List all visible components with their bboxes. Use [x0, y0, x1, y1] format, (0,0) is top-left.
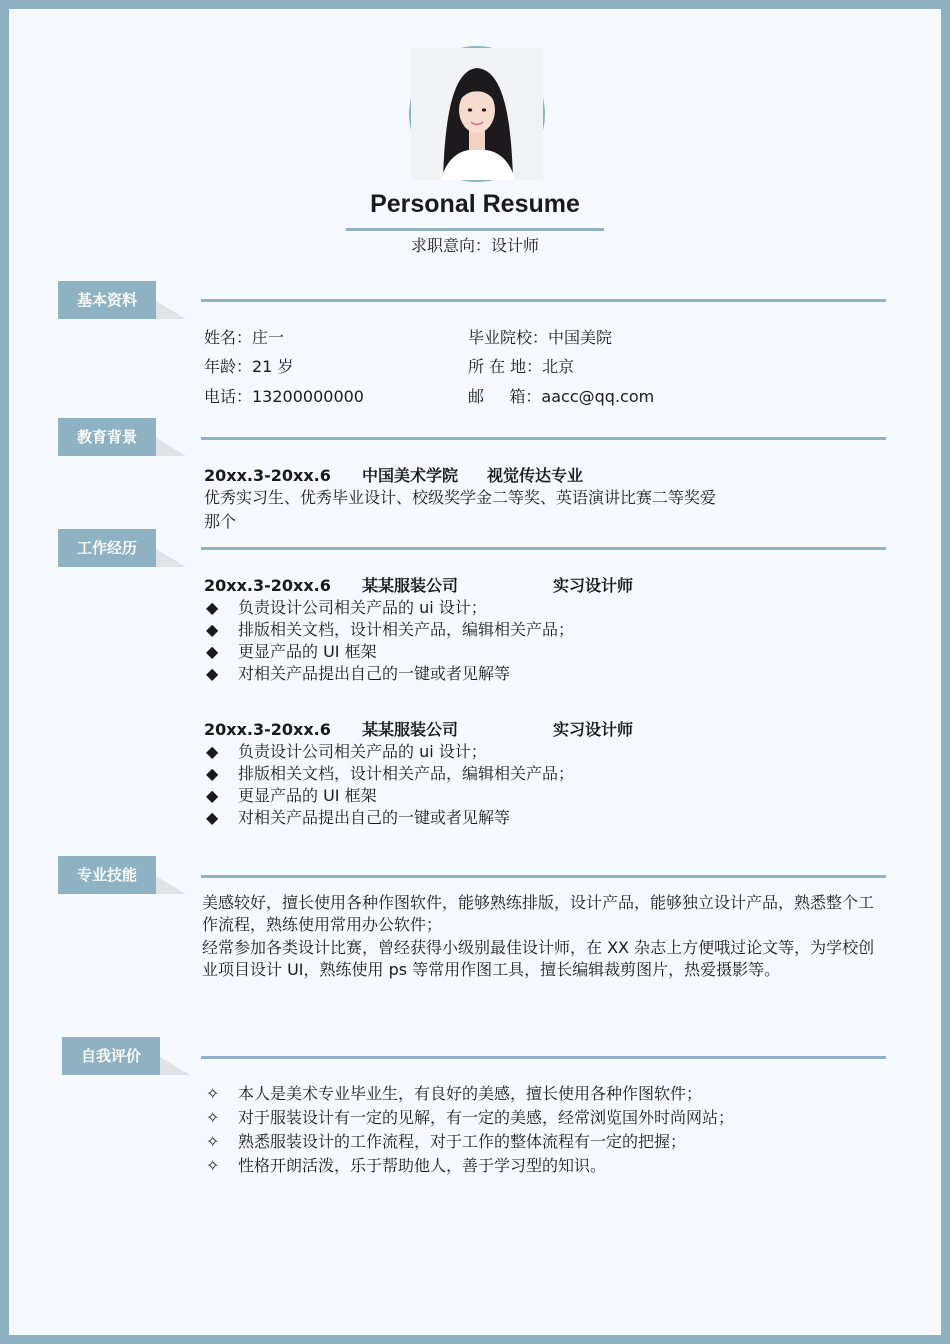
education-description-cut: 那个: [204, 512, 237, 531]
section-tab-shadow: [156, 876, 186, 894]
section-label: 基本资料: [58, 281, 156, 319]
work-duty: [206, 597, 487, 619]
self-item-text: 熟悉服装设计的工作流程，对于工作的整体流程有一定的把握；: [238, 1132, 687, 1151]
skills-paragraph: 美感较好，擅长使用各种作图软件，能够熟练排版，设计产品，能够独立设计产品，熟悉整个工作流程，熟练使用常用办公软件；: [202, 893, 875, 934]
education-period: 20xx.3-20xx.6: [204, 466, 331, 485]
section-label: 自我评价: [62, 1037, 160, 1075]
self-item: [206, 1083, 702, 1105]
self-item: [206, 1107, 734, 1129]
diamond-bullet-icon: ◆: [206, 742, 219, 761]
basic-name: 姓名：庄一: [204, 328, 285, 347]
section-header-skills: [58, 856, 156, 894]
title-underline: [346, 228, 604, 231]
section-divider: [201, 547, 886, 550]
education-description: 优秀实习生、优秀毕业设计、校级奖学金二等奖、英语演讲比赛二等奖爱: [204, 488, 717, 507]
education-school: 中国美术学院: [362, 466, 459, 485]
job-objective: 求职意向：设计师: [410, 236, 539, 255]
self-item: [206, 1131, 686, 1153]
work-duty: [206, 663, 510, 685]
work-duty-text: 负责设计公司相关产品的 ui 设计；: [238, 598, 487, 617]
work-duty-text: 对相关产品提出自己的一键或者见解等: [238, 808, 511, 827]
work-company: 某某服装公司: [362, 576, 459, 595]
sparkle-bullet-icon: ✧: [206, 1084, 220, 1103]
section-tab-shadow: [160, 1057, 190, 1075]
diamond-bullet-icon: ◆: [206, 598, 219, 617]
work-period: 20xx.3-20xx.6: [204, 576, 331, 595]
basic-phone: 电话：13200000000: [204, 387, 364, 406]
self-item-text: 性格开朗活泼，乐于帮助他人，善于学习型的知识。: [238, 1156, 607, 1175]
section-label: 工作经历: [58, 529, 156, 567]
work-duty: [206, 785, 377, 807]
section-tab-shadow: [156, 549, 186, 567]
work-role: 实习设计师: [553, 576, 634, 595]
section-divider: [201, 875, 886, 878]
basic-school: 毕业院校：中国美院: [468, 328, 613, 347]
self-item: [206, 1155, 606, 1177]
self-item-text: 对于服装设计有一定的见解，有一定的美感，经常浏览国外时尚网站；: [238, 1108, 735, 1127]
work-duty-text: 排版相关文档，设计相关产品，编辑相关产品；: [238, 764, 575, 783]
section-label: 教育背景: [58, 418, 156, 456]
work-duty-text: 更显产品的 UI 框架: [238, 786, 377, 805]
work-duty-text: 排版相关文档，设计相关产品，编辑相关产品；: [238, 620, 575, 639]
work-duty: [206, 619, 574, 641]
work-period: 20xx.3-20xx.6: [204, 720, 331, 739]
sparkle-bullet-icon: ✧: [206, 1132, 220, 1151]
work-role: 实习设计师: [553, 720, 634, 739]
section-header-education: [58, 418, 156, 456]
work-duty-text: 对相关产品提出自己的一键或者见解等: [238, 664, 511, 683]
diamond-bullet-icon: ◆: [206, 642, 219, 661]
section-header-self: [62, 1037, 160, 1075]
diamond-bullet-icon: ◆: [206, 808, 219, 827]
section-divider: [201, 1056, 886, 1059]
education-major: 视觉传达专业: [487, 466, 584, 485]
resume-title: Personal Resume: [370, 190, 580, 218]
diamond-bullet-icon: ◆: [206, 786, 219, 805]
section-divider: [201, 437, 886, 440]
work-duty: [206, 641, 377, 663]
section-divider: [201, 299, 886, 302]
sparkle-bullet-icon: ✧: [206, 1156, 220, 1175]
skills-paragraph: 经常参加各类设计比赛，曾经获得小级别最佳设计师，在 XX 杂志上方便哦过论文等，为学校创业项目设计 UI，熟练使用 ps 等常用作图工具，擅长编辑裁剪图片，热爱摄影等。: [202, 938, 875, 979]
section-tab-shadow: [156, 438, 186, 456]
section-label: 专业技能: [58, 856, 156, 894]
self-item-text: 本人是美术专业毕业生，有良好的美感，擅长使用各种作图软件；: [238, 1084, 703, 1103]
basic-age: 年龄：21 岁: [204, 357, 294, 376]
work-duty: [206, 807, 510, 829]
basic-location: 所 在 地：北京: [468, 357, 575, 376]
section-header-basic: [58, 281, 156, 319]
diamond-bullet-icon: ◆: [206, 764, 219, 783]
work-duty-text: 更显产品的 UI 框架: [238, 642, 377, 661]
work-company: 某某服装公司: [362, 720, 459, 739]
work-duty: [206, 741, 487, 763]
education-overflow: [202, 511, 802, 531]
work-duty-text: 负责设计公司相关产品的 ui 设计；: [238, 742, 487, 761]
section-header-work: [58, 529, 156, 567]
section-tab-shadow: [156, 301, 186, 319]
diamond-bullet-icon: ◆: [206, 664, 219, 683]
sparkle-bullet-icon: ✧: [206, 1108, 220, 1127]
diamond-bullet-icon: ◆: [206, 620, 219, 639]
basic-email: 邮 箱：aacc@qq.com: [468, 387, 655, 406]
profile-photo: [409, 46, 545, 182]
work-duty: [206, 763, 574, 785]
